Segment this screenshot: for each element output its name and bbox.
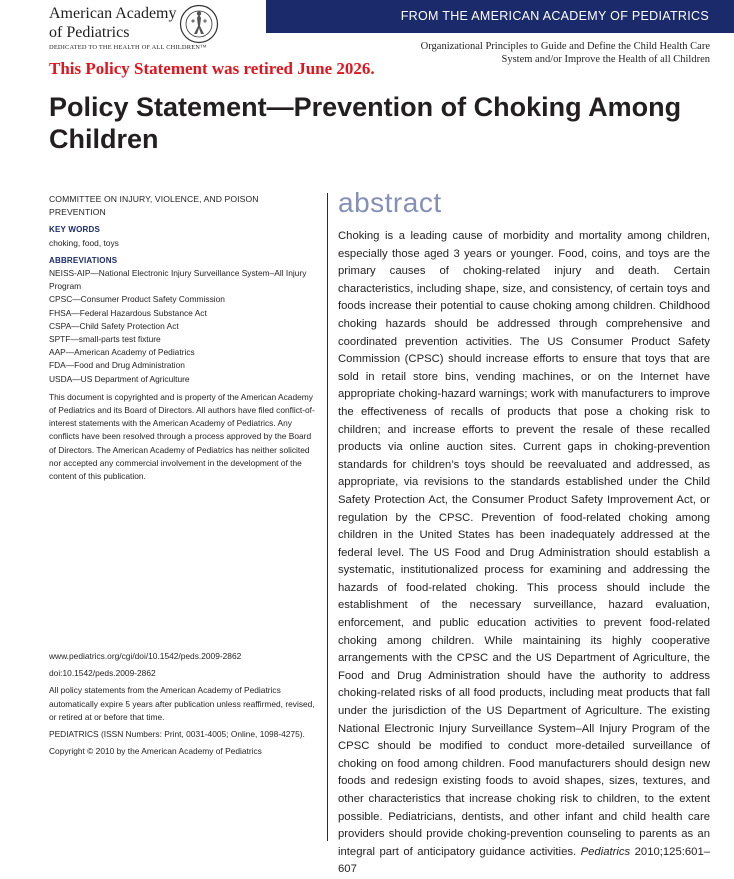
- keywords: choking, food, toys: [49, 237, 119, 248]
- abbreviation-item: AAP—American Academy of Pediatrics: [49, 347, 195, 358]
- expiry-note: All policy statements from the American Academy of Pediatrics automatically expire 5 years after publication unless reaffirmed, revised, or retired at or before that time.: [49, 685, 315, 722]
- keywords-heading: KEY WORDS: [49, 225, 100, 235]
- copyright-line: Copyright © 2010 by the American Academy of Pediatrics: [49, 746, 262, 757]
- committee-name: COMMITTEE ON INJURY, VIOLENCE, AND POISON PREVENTION: [49, 194, 259, 218]
- section-banner: FROM THE AMERICAN ACADEMY OF PEDIATRICS: [266, 0, 734, 33]
- abbreviations-heading: ABBREVIATIONS: [49, 255, 118, 265]
- abstract-body: [338, 228, 710, 879]
- copyright-note: This document is copyrighted and is property of the American Academy of Pediatrics and its Board of Directors. All authors have filed conflict-of-interest statements with the American Academy of Pediatrics. Any conflicts have been resolved through a process approved by the Board of Directors. The American Academy of Pediatrics has neither solicited nor accepted any commercial involvement in the development of the content of this publication.: [49, 391, 315, 482]
- logo-tagline: DEDICATED TO THE HEALTH OF ALL CHILDREN™: [49, 44, 207, 51]
- citation-details: 2010;125:601–607: [338, 845, 711, 876]
- abbreviation-item: SPTF—small-parts test fixture: [49, 334, 161, 345]
- publication-info: [49, 650, 317, 762]
- retired-notice: This Policy Statement was retired June 2026.: [49, 59, 375, 78]
- abbreviation-item: USDA—US Department of Agriculture: [49, 373, 190, 384]
- logo-name: American Academy of Pediatrics: [49, 5, 177, 41]
- abstract-heading: abstract: [338, 187, 442, 218]
- aap-seal-icon: [179, 4, 219, 44]
- abbreviation-item: NEISS-AIP—National Electronic Injury Surveillance System–All Injury Program: [49, 268, 307, 292]
- abbreviation-item: CPSC—Consumer Product Safety Commission: [49, 294, 225, 305]
- abstract-text: Choking is a leading cause of morbidity and mortality among children, especially those aged 3 years or younger. Food, coins, and toys are the primary causes of choking-related injury and death. Certain characteristics, including shape, size, and consistency, of certain toys and foods increase their potential to cause choking among children. Childhood choking hazards should be addressed through comprehensive and coordinated prevention activities. The US Consumer Product Safety Commission (CPSC) should increase efforts to ensure that toys that are sold in retail store bins, vending machines, or on the Internet have appropriate choking-hazard warnings; work with manufacturers to improve the effectiveness of recalls of products that pose a choking risk to children; and increase efforts to prevent the resale of these recalled products via online auction sites. Current gaps in choking-prevention standards for children’s toys should be reevaluated and addressed, as appropriate, via revisions to the standards established under the Child Safety Protection Act, the Consumer Product Safety Improvement Act, or regulation by the CPSC. Prevention of food-related choking among children in the United States has been inadequately addressed at the federal level. The US Food and Drug Administration should establish a systematic, institutionalized process for examining and addressing the hazards of food-related choking. This process should include the establishment of the necessary surveillance, hazard evaluation, enforcement, and public education activities to prevent food-related choking among children. While maintaining its highly cooperative arrangements with the CPSC and the US Department of Agriculture, the Food and Drug Administration should have the authority to address choking-related risks of all food products, including meat products that fall under the jurisdiction of the US Department of Agriculture. The existing National Electronic Injury Surveillance System–All Injury Program of the CPSC should be modified to conduct more-detailed surveillance of choking on food among children. Food manufacturers should design new foods and redesign existing foods to avoid shapes, sizes, textures, and other characteristics that increase choking risk to children, to the extent possible. Pediatricians, dentists, and other infant and child health care providers should provide choking-prevention counseling to parents as an integral part of anticipatory guidance activities.: [338, 230, 710, 858]
- aap-logo: [49, 4, 229, 56]
- issn-note: PEDIATRICS (ISSN Numbers: Print, 0031-4005; Online, 1098-4275).: [49, 729, 305, 740]
- abbreviation-item: FHSA—Federal Hazardous Substance Act: [49, 307, 207, 318]
- page-title: Policy Statement—Prevention of Choking Among Children: [49, 92, 682, 154]
- article-doi: doi:10.1542/peds.2009-2862: [49, 668, 156, 679]
- abbreviation-item: CSPA—Child Safety Protection Act: [49, 320, 179, 331]
- org-principles-note: Organizational Principles to Guide and Define the Child Health Care System and/or Improve the Health of all Children: [420, 41, 710, 65]
- abbreviations-list: [49, 267, 317, 386]
- abbreviation-item: FDA—Food and Drug Administration: [49, 360, 185, 371]
- citation-journal: Pediatrics: [580, 845, 631, 858]
- column-divider: [327, 193, 328, 841]
- left-sidebar: [49, 193, 317, 483]
- article-url[interactable]: www.pediatrics.org/cgi/doi/10.1542/peds.2009-2862: [49, 651, 242, 661]
